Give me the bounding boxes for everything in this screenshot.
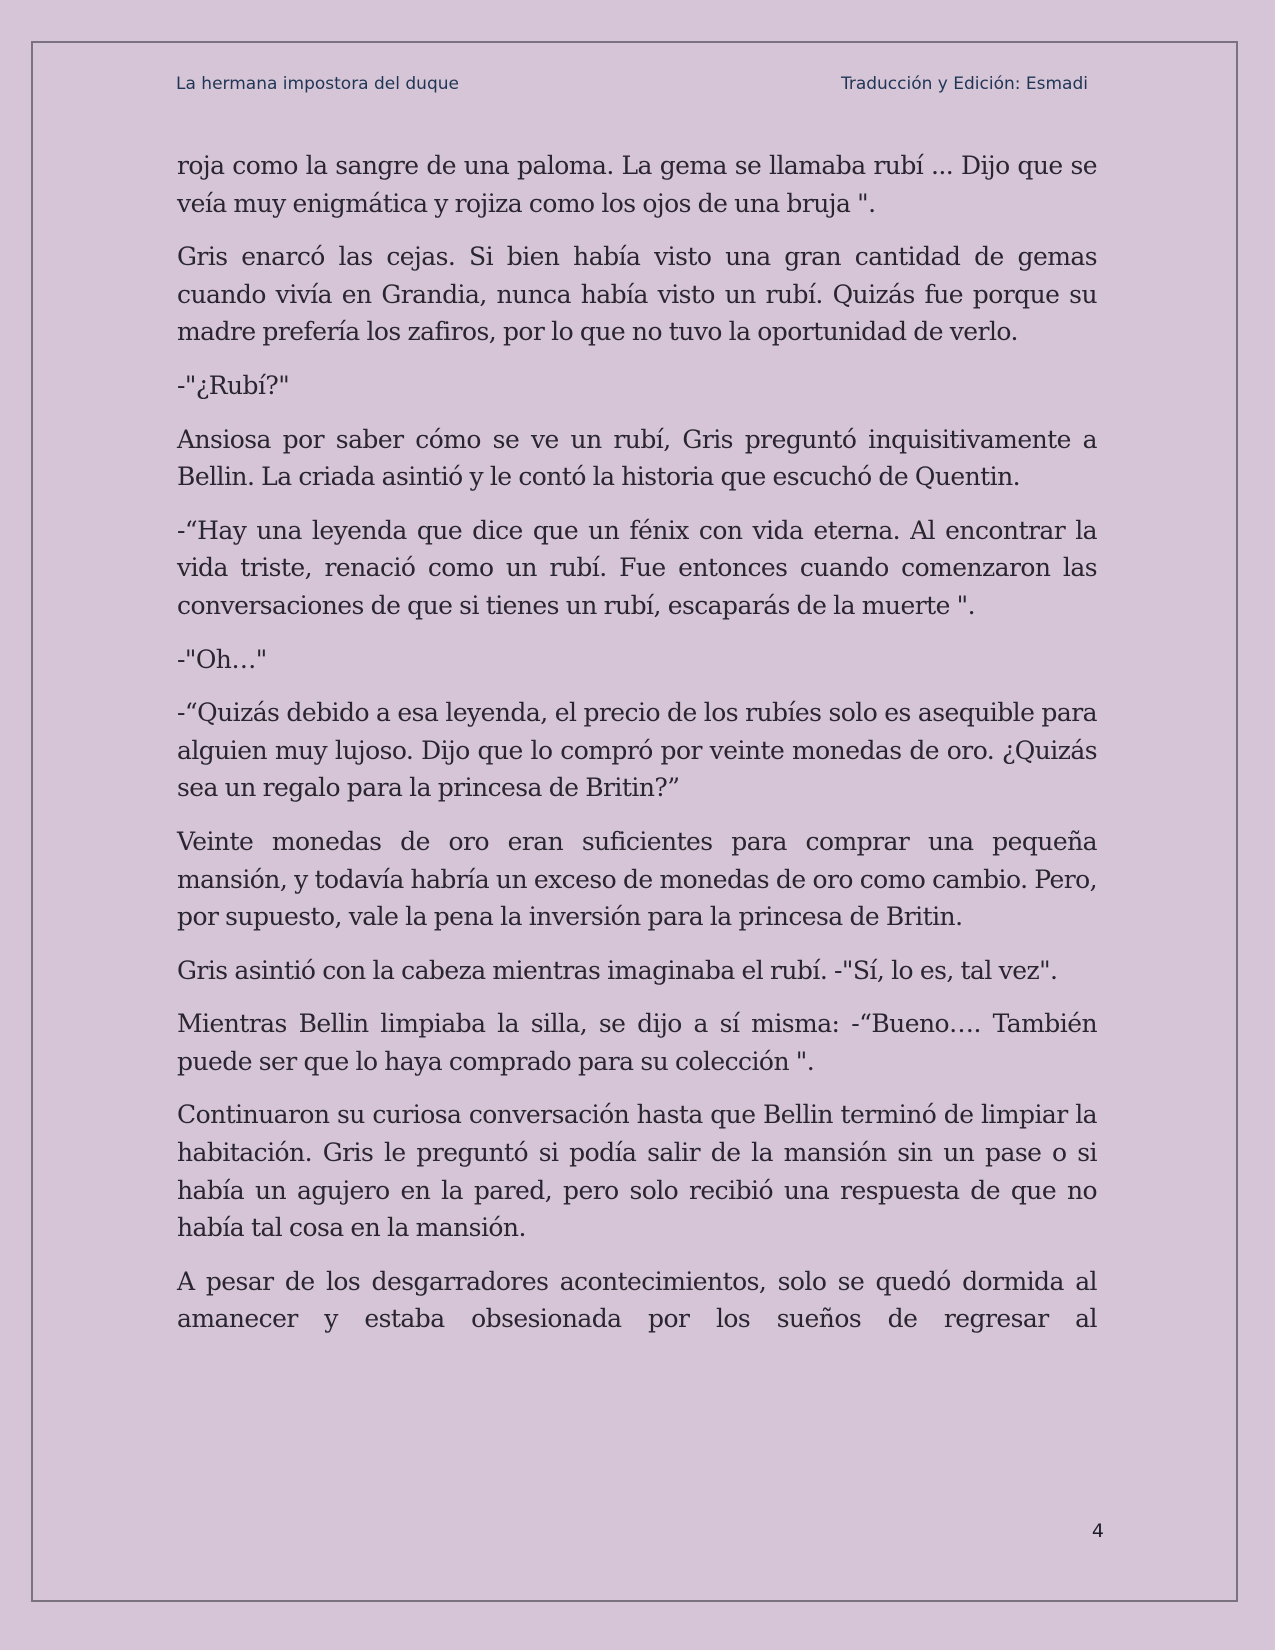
dialogue-line: -“Hay una leyenda que dice que un fénix con vida eterna. Al encontrar la vida triste, renació como un rubí. Fue entonces cuando comenzaron las conversaciones de que si tienes un rubí, escaparás de la muerte ". xyxy=(177,515,1097,620)
paragraph: Ansiosa por saber cómo se ve un rubí, Gris preguntó inquisitivamente a Bellin. La criada asintió y le contó la historia que escuchó de Quentin. xyxy=(177,424,1097,492)
translation-credit: Traducción y Edición: Esmadi xyxy=(840,74,1088,94)
paragraph: Gris enarcó las cejas. Si bien había visto una gran cantidad de gemas cuando vivía en Grandia, nunca había visto un rubí. Quizás fue porque su madre prefería los zafiros, por lo que no tuvo la oportunidad de verlo. xyxy=(177,242,1097,347)
paragraph: Veinte monedas de oro eran suficientes para comprar una pequeña mansión, y todavía habría un exceso de monedas de oro como cambio. Pero, por supuesto, vale la pena la inversión para la princesa de Britin. xyxy=(177,826,1097,932)
paragraph: roja como la sangre de una paloma. La gema se llamaba rubí ... Dijo que se veía muy enigmática y rojiza como los ojos de una bruja ". xyxy=(177,151,1097,218)
body-text xyxy=(177,147,1097,1354)
book-title: La hermana impostora del duque xyxy=(176,74,459,94)
dialogue-line: -"¿Rubí?" xyxy=(177,370,290,400)
paragraph: Mientras Bellin limpiaba la silla, se dijo a sí misma: -“Bueno…. También puede ser que lo haya comprado para su colección ". xyxy=(177,1009,1097,1076)
paragraph: Gris asintió con la cabeza mientras imaginaba el rubí. -"Sí, lo es, tal vez". xyxy=(177,955,1058,985)
dialogue-line: -"Oh…" xyxy=(177,644,267,674)
page-number: 4 xyxy=(1091,1520,1104,1542)
dialogue-line: -“Quizás debido a esa leyenda, el precio de los rubíes solo es asequible para alguien muy lujoso. Dijo que lo compró por veinte monedas de oro. ¿Quizás sea un regalo para la princesa de Britin?” xyxy=(177,698,1097,803)
page-header xyxy=(176,74,1088,98)
paragraph: A pesar de los desgarradores acontecimientos, solo se quedó dormida al amanecer y estaba obsesionada por los sueños de regresar al xyxy=(177,1266,1097,1334)
paragraph: Continuaron su curiosa conversación hasta que Bellin terminó de limpiar la habitación. Gris le preguntó si podía salir de la mansión sin un pase o si había un agujero en la pared, pero solo recibió una respuesta de que no había tal cosa en la mansión. xyxy=(177,1100,1097,1243)
